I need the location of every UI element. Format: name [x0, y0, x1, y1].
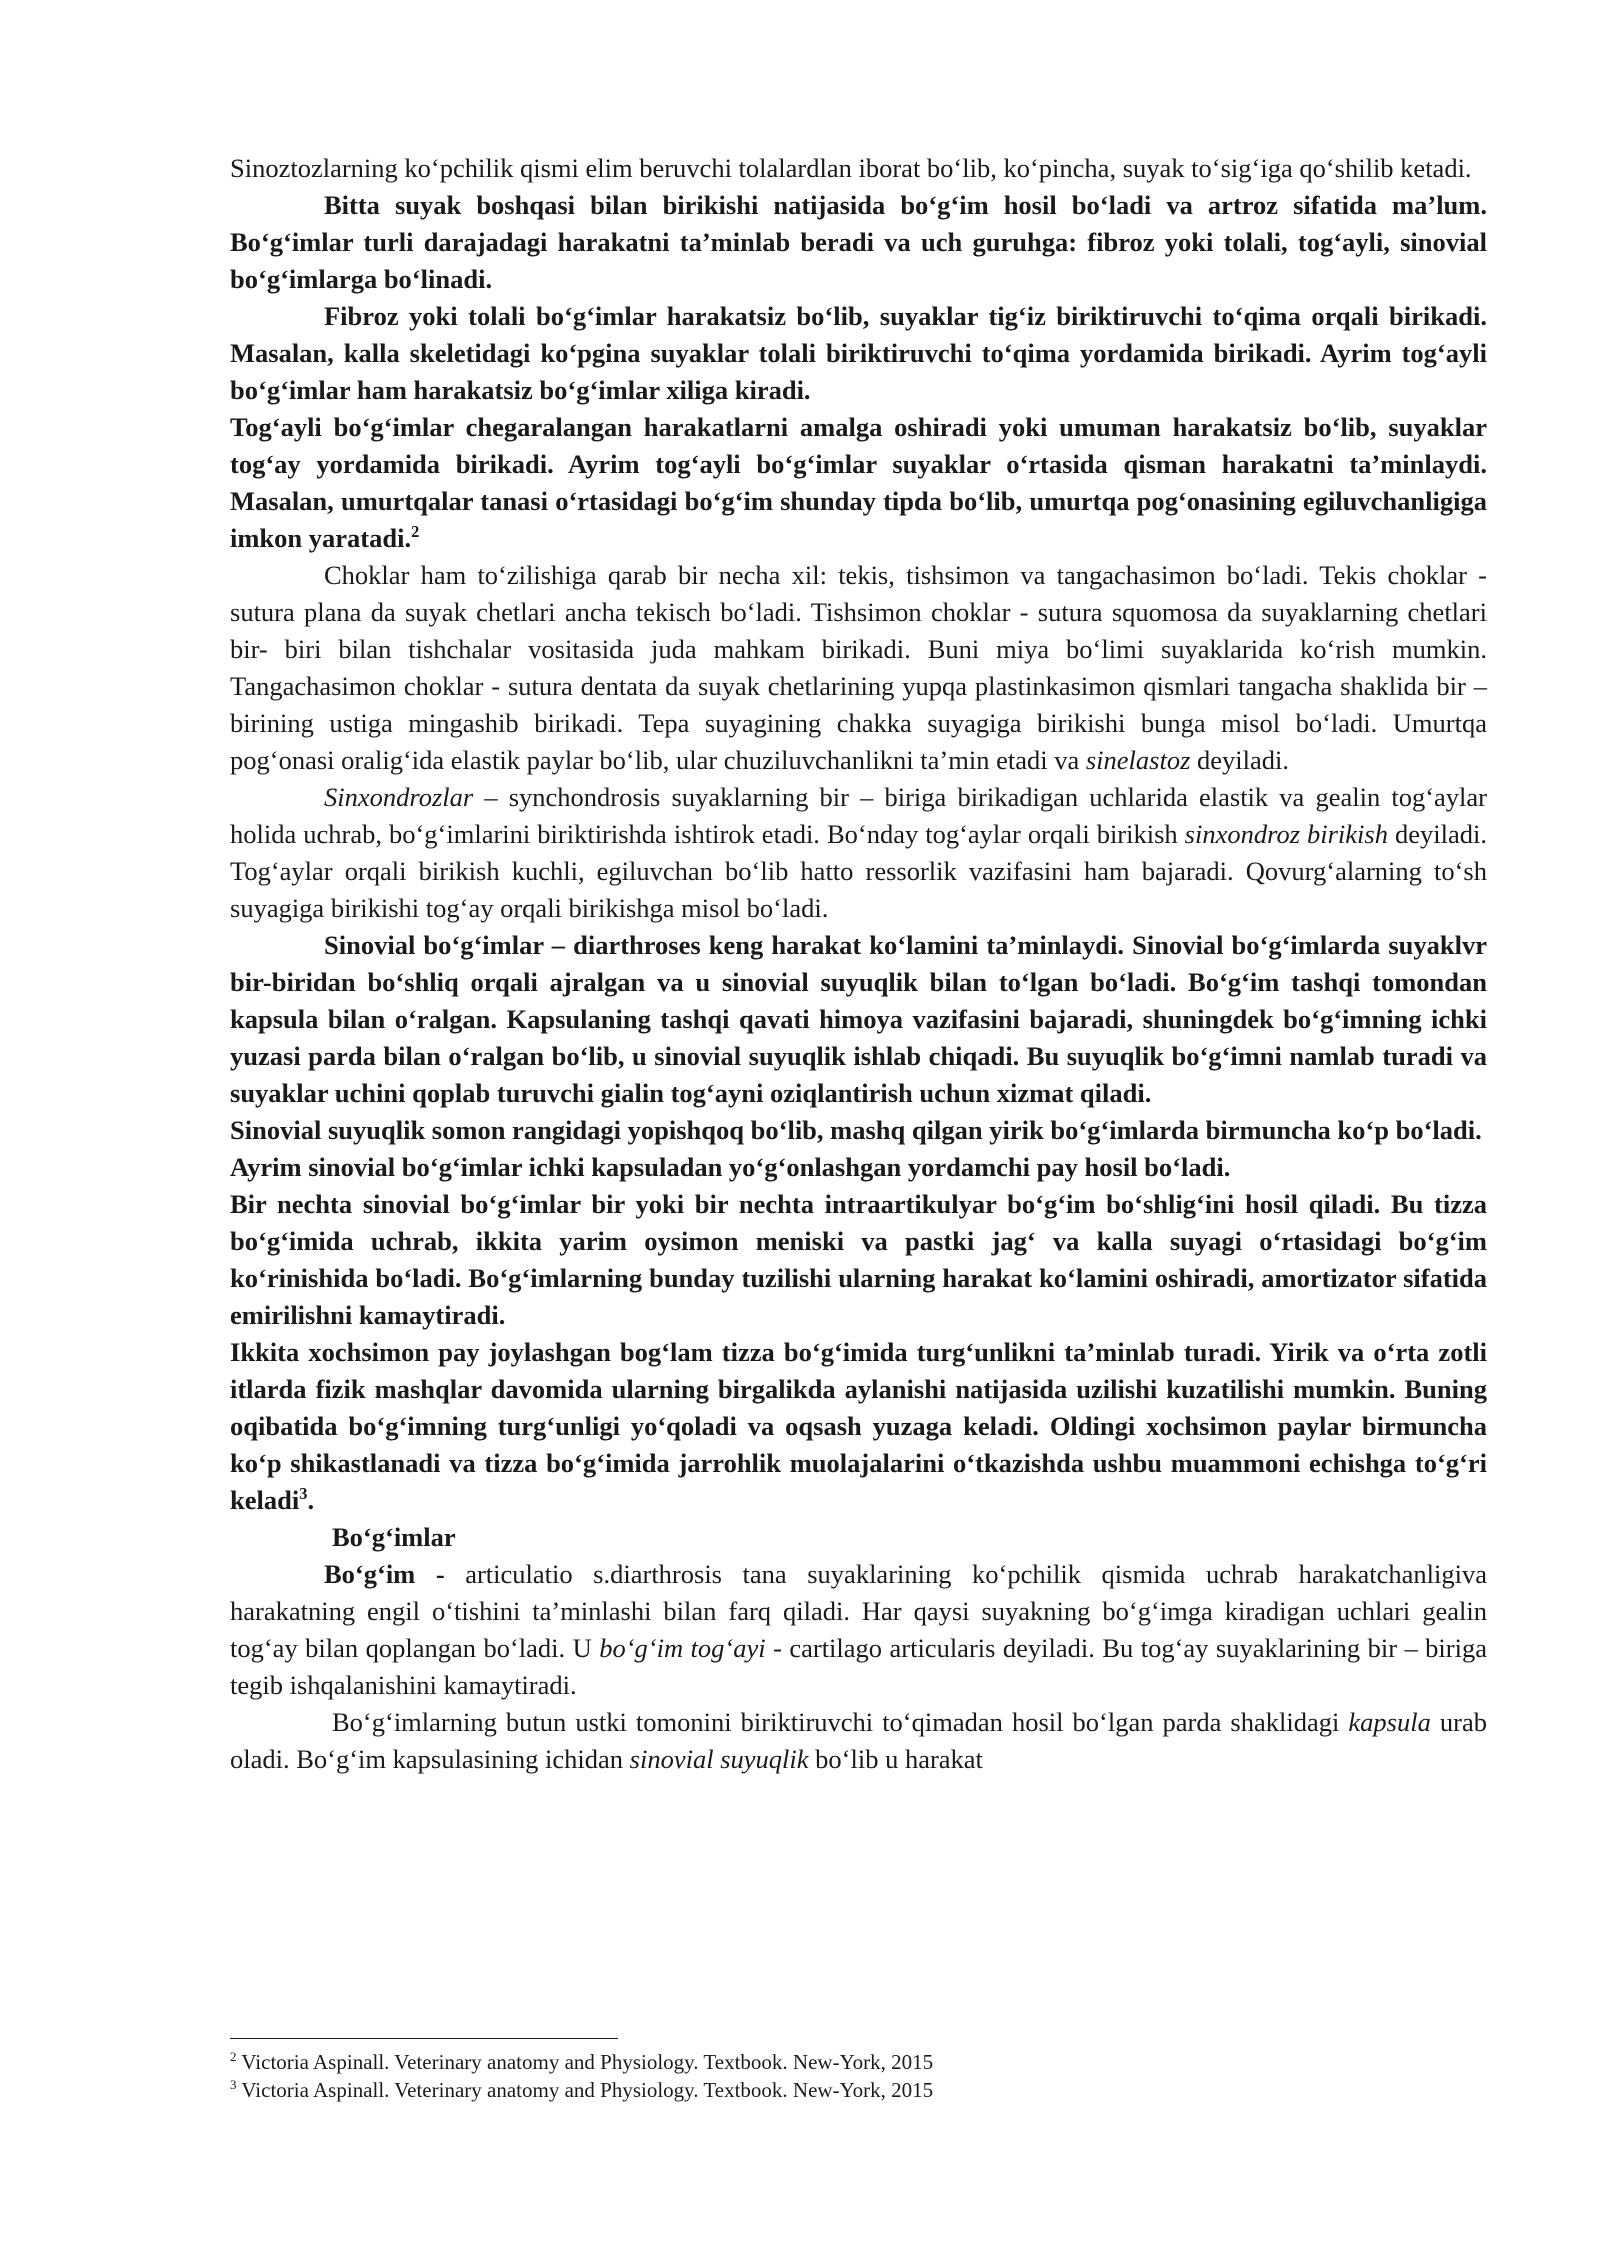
- text-run: boʻgʻim togʻayi: [599, 1633, 766, 1663]
- paragraph: [230, 557, 1487, 779]
- footnote-3-number: 3: [230, 2077, 237, 2092]
- footnote-3-text: Victoria Aspinall. Veterinary anatomy and Physiology. Textbook. New-York, 2015: [236, 2078, 934, 2102]
- footnote-2-text: Victoria Aspinall. Veterinary anatomy and Physiology. Textbook. New-York, 2015: [236, 2050, 934, 2074]
- text-run: Bitta suyak boshqasi bilan birikishi natijasida boʻgʻim hosil boʻladi va artroz sifatida maʼlum. Boʻgʻimlar turli darajadagi harakatni taʼminlab beradi va uch guruhga: fibroz yoki tolali, togʻayli, sinovial boʻgʻimlarga boʻlinadi.: [230, 190, 1487, 294]
- text-run: Choklar ham toʻzilishiga qarab bir necha xil: tekis, tishsimon va tangachasimon boʻladi. Tekis choklar - sutura plana da suyak chetlari ancha tekisch boʻladi. Tishsimon choklar - sutura squomosa da suyaklarning chetlari bir- biri bilan tishchalar vositasida juda mahkam birikadi. Buni miya boʻlimi suyaklarida koʻrish mumkin. Tangachasimon choklar - sutura dentata da suyak chetlarining yupqa plastinkasimon qismlari tangacha shaklida bir – birining ustiga mingashib birikadi. Tepa suyagining chakka suyagiga birikishi bunga misol boʻladi. Umurtqa pogʻonasi oraligʻida elastik paylar boʻlib, ular chuziluvchanlikni taʼmin etadi va: [230, 560, 1487, 775]
- paragraph: [230, 1519, 1487, 1556]
- text-run: Sinoztozlarning koʻpchilik qismi elim beruvchi tolalardlan iborat boʻlib, koʻpincha, suyak toʻsigʻiga qoʻshilib ketadi.: [230, 153, 1472, 183]
- paragraph: [230, 298, 1487, 409]
- footnote-separator: [230, 2038, 618, 2039]
- text-run: Fibroz yoki tolali boʻgʻimlar harakatsiz boʻlib, suyaklar tigʻiz biriktiruvchi toʻqima orqali birikadi. Masalan, kalla skeletidagi koʻpgina suyaklar tolali biriktiruvchi toʻqima yordamida birikadi. Ayrim togʻayli boʻgʻimlar ham harakatsiz boʻgʻimlar xiliga kiradi.: [230, 301, 1487, 405]
- paragraph: [230, 150, 1487, 187]
- paragraph: [230, 1334, 1487, 1519]
- text-run: deyiladi. Togʻaylar orqali birikish kuchli, egiluvchan boʻlib hatto ressorlik vazifasini ham bajaradi. Qovurgʻalarning toʻsh suyagiga birikishi togʻay orqali birikishga misol boʻladi.: [230, 819, 1487, 923]
- text-run: urab oladi. Boʻgʻim kapsulasining ichidan: [230, 1707, 1487, 1774]
- paragraph: [230, 927, 1487, 1112]
- paragraph: [230, 187, 1487, 298]
- footnote-3: [230, 2076, 1487, 2104]
- text-run: Ayrim sinovial boʻgʻimlar ichki kapsuladan yoʻgʻonlashgan yordamchi pay hosil boʻladi.: [230, 1152, 1231, 1182]
- paragraph: [230, 779, 1487, 927]
- footnotes: [230, 2048, 1487, 2104]
- footnote-ref: 3: [299, 1484, 308, 1504]
- footnote-2-number: 2: [230, 2049, 237, 2064]
- text-run: – synchondrosis suyaklarning bir – biriga birikadigan uchlarida elastik va gealin togʻaylar holida uchrab, boʻgʻimlarini biriktirishda ishtirok etadi. Boʻnday togʻaylar orqali birikish: [230, 782, 1487, 849]
- footnote-ref: 2: [411, 522, 420, 542]
- text-run: boʻlib u harakat: [808, 1744, 983, 1774]
- page-body: [230, 150, 1487, 1778]
- text-run: Boʻgʻim: [324, 1559, 416, 1589]
- paragraph: [230, 1556, 1487, 1704]
- text-run: Sinxondrozlar: [324, 782, 474, 812]
- paragraph: [230, 1186, 1487, 1334]
- text-run: Sinovial suyuqlik somon rangidagi yopishqoq boʻlib, mashq qilgan yirik boʻgʻimlarda birmuncha koʻp boʻladi.: [230, 1115, 1482, 1145]
- text-run: sinxondroz birikish: [1184, 819, 1388, 849]
- text-run: Ikkita xochsimon pay joylashgan bogʻlam tizza boʻgʻimida turgʻunlikni taʼminlab turadi. Yirik va oʻrta zotli itlarda fizik mashqlar davomida ularning birgalikda aylanishi natijasida uzilishi kuzatilishi mumkin. Buning oqibatida boʻgʻimning turgʻunligi yoʻqoladi va oqsash yuzaga keladi. Oldingi xochsimon paylar birmuncha koʻp shikastlanadi va tizza boʻgʻimida jarrohlik muolajalarini oʻtkazishda ushbu muammoni echishga toʻgʻri keladi: [230, 1337, 1487, 1515]
- text-run: deyiladi.: [1190, 745, 1290, 775]
- text-run: sinovial suyuqlik: [629, 1744, 809, 1774]
- text-run: kapsula: [1348, 1707, 1431, 1737]
- paragraph: [230, 409, 1487, 557]
- text-run: Bir nechta sinovial boʻgʻimlar bir yoki bir nechta intraartikulyar boʻgʻim boʻshligʻini hosil qiladi. Bu tizza boʻgʻimida uchrab, ikkita yarim oysimon meniski va pastki jagʻ va kalla suyagi oʻrtasidagi boʻgʻim koʻrinishida boʻladi. Boʻgʻimlarning bunday tuzilishi ularning harakat koʻlamini oshiradi, amortizator sifatida emirilishni kamaytiradi.: [230, 1189, 1487, 1330]
- footnote-2: [230, 2048, 1487, 2076]
- text-run: sinelastoz: [1085, 745, 1191, 775]
- paragraph: [230, 1112, 1487, 1149]
- paragraph: [230, 1704, 1487, 1778]
- text-run: Boʻgʻimlar: [332, 1522, 456, 1552]
- text-run: - cartilago articularis deyiladi. Bu togʻay suyaklarining bir – biriga tegib ishqalanishini kamaytiradi.: [230, 1633, 1487, 1700]
- text-run: Sinovial boʻgʻimlar – diarthroses keng harakat koʻlamini taʼminlaydi. Sinovial boʻgʻimlarda suyaklvr bir-biridan boʻshliq orqali ajralgan va u sinovial suyuqlik bilan toʻlgan boʻladi. Boʻgʻim tashqi tomondan kapsula bilan oʻralgan. Kapsulaning tashqi qavati himoya vazifasini bajaradi, shuningdek boʻgʻimning ichki yuzasi parda bilan oʻralgan boʻlib, u sinovial suyuqlik ishlab chiqadi. Bu suyuqlik boʻgʻimni namlab turadi va suyaklar uchini qoplab turuvchi gialin togʻayni oziqlantirish uchun xizmat qiladi.: [230, 930, 1487, 1108]
- text-run: Togʻayli boʻgʻimlar chegaralangan harakatlarni amalga oshiradi yoki umuman harakatsiz boʻlib, suyaklar togʻay yordamida birikadi. Ayrim togʻayli boʻgʻimlar suyaklar oʻrtasida qisman harakatni taʼminlaydi. Masalan, umurtqalar tanasi oʻrtasidagi boʻgʻim shunday tipda boʻlib, umurtqa pogʻonasining egiluvchanligiga imkon yaratadi.: [230, 412, 1487, 553]
- text-run: Boʻgʻimlarning butun ustki tomonini biriktiruvchi toʻqimadan hosil boʻlgan parda shaklidagi: [332, 1707, 1349, 1737]
- text-run: -: [415, 1559, 466, 1589]
- paragraph: [230, 1149, 1487, 1186]
- text-run: articulatio s.diarthrosis tana suyaklarining koʻpchilik qismida uchrab harakatchanligiva harakatning engil oʻtishini taʼminlashi bilan farq qiladi. Har qaysi suyakning boʻgʻimga kiradigan uchlari gealin togʻay bilan qoplangan boʻladi. U: [230, 1559, 1487, 1663]
- text-run: .: [307, 1485, 315, 1515]
